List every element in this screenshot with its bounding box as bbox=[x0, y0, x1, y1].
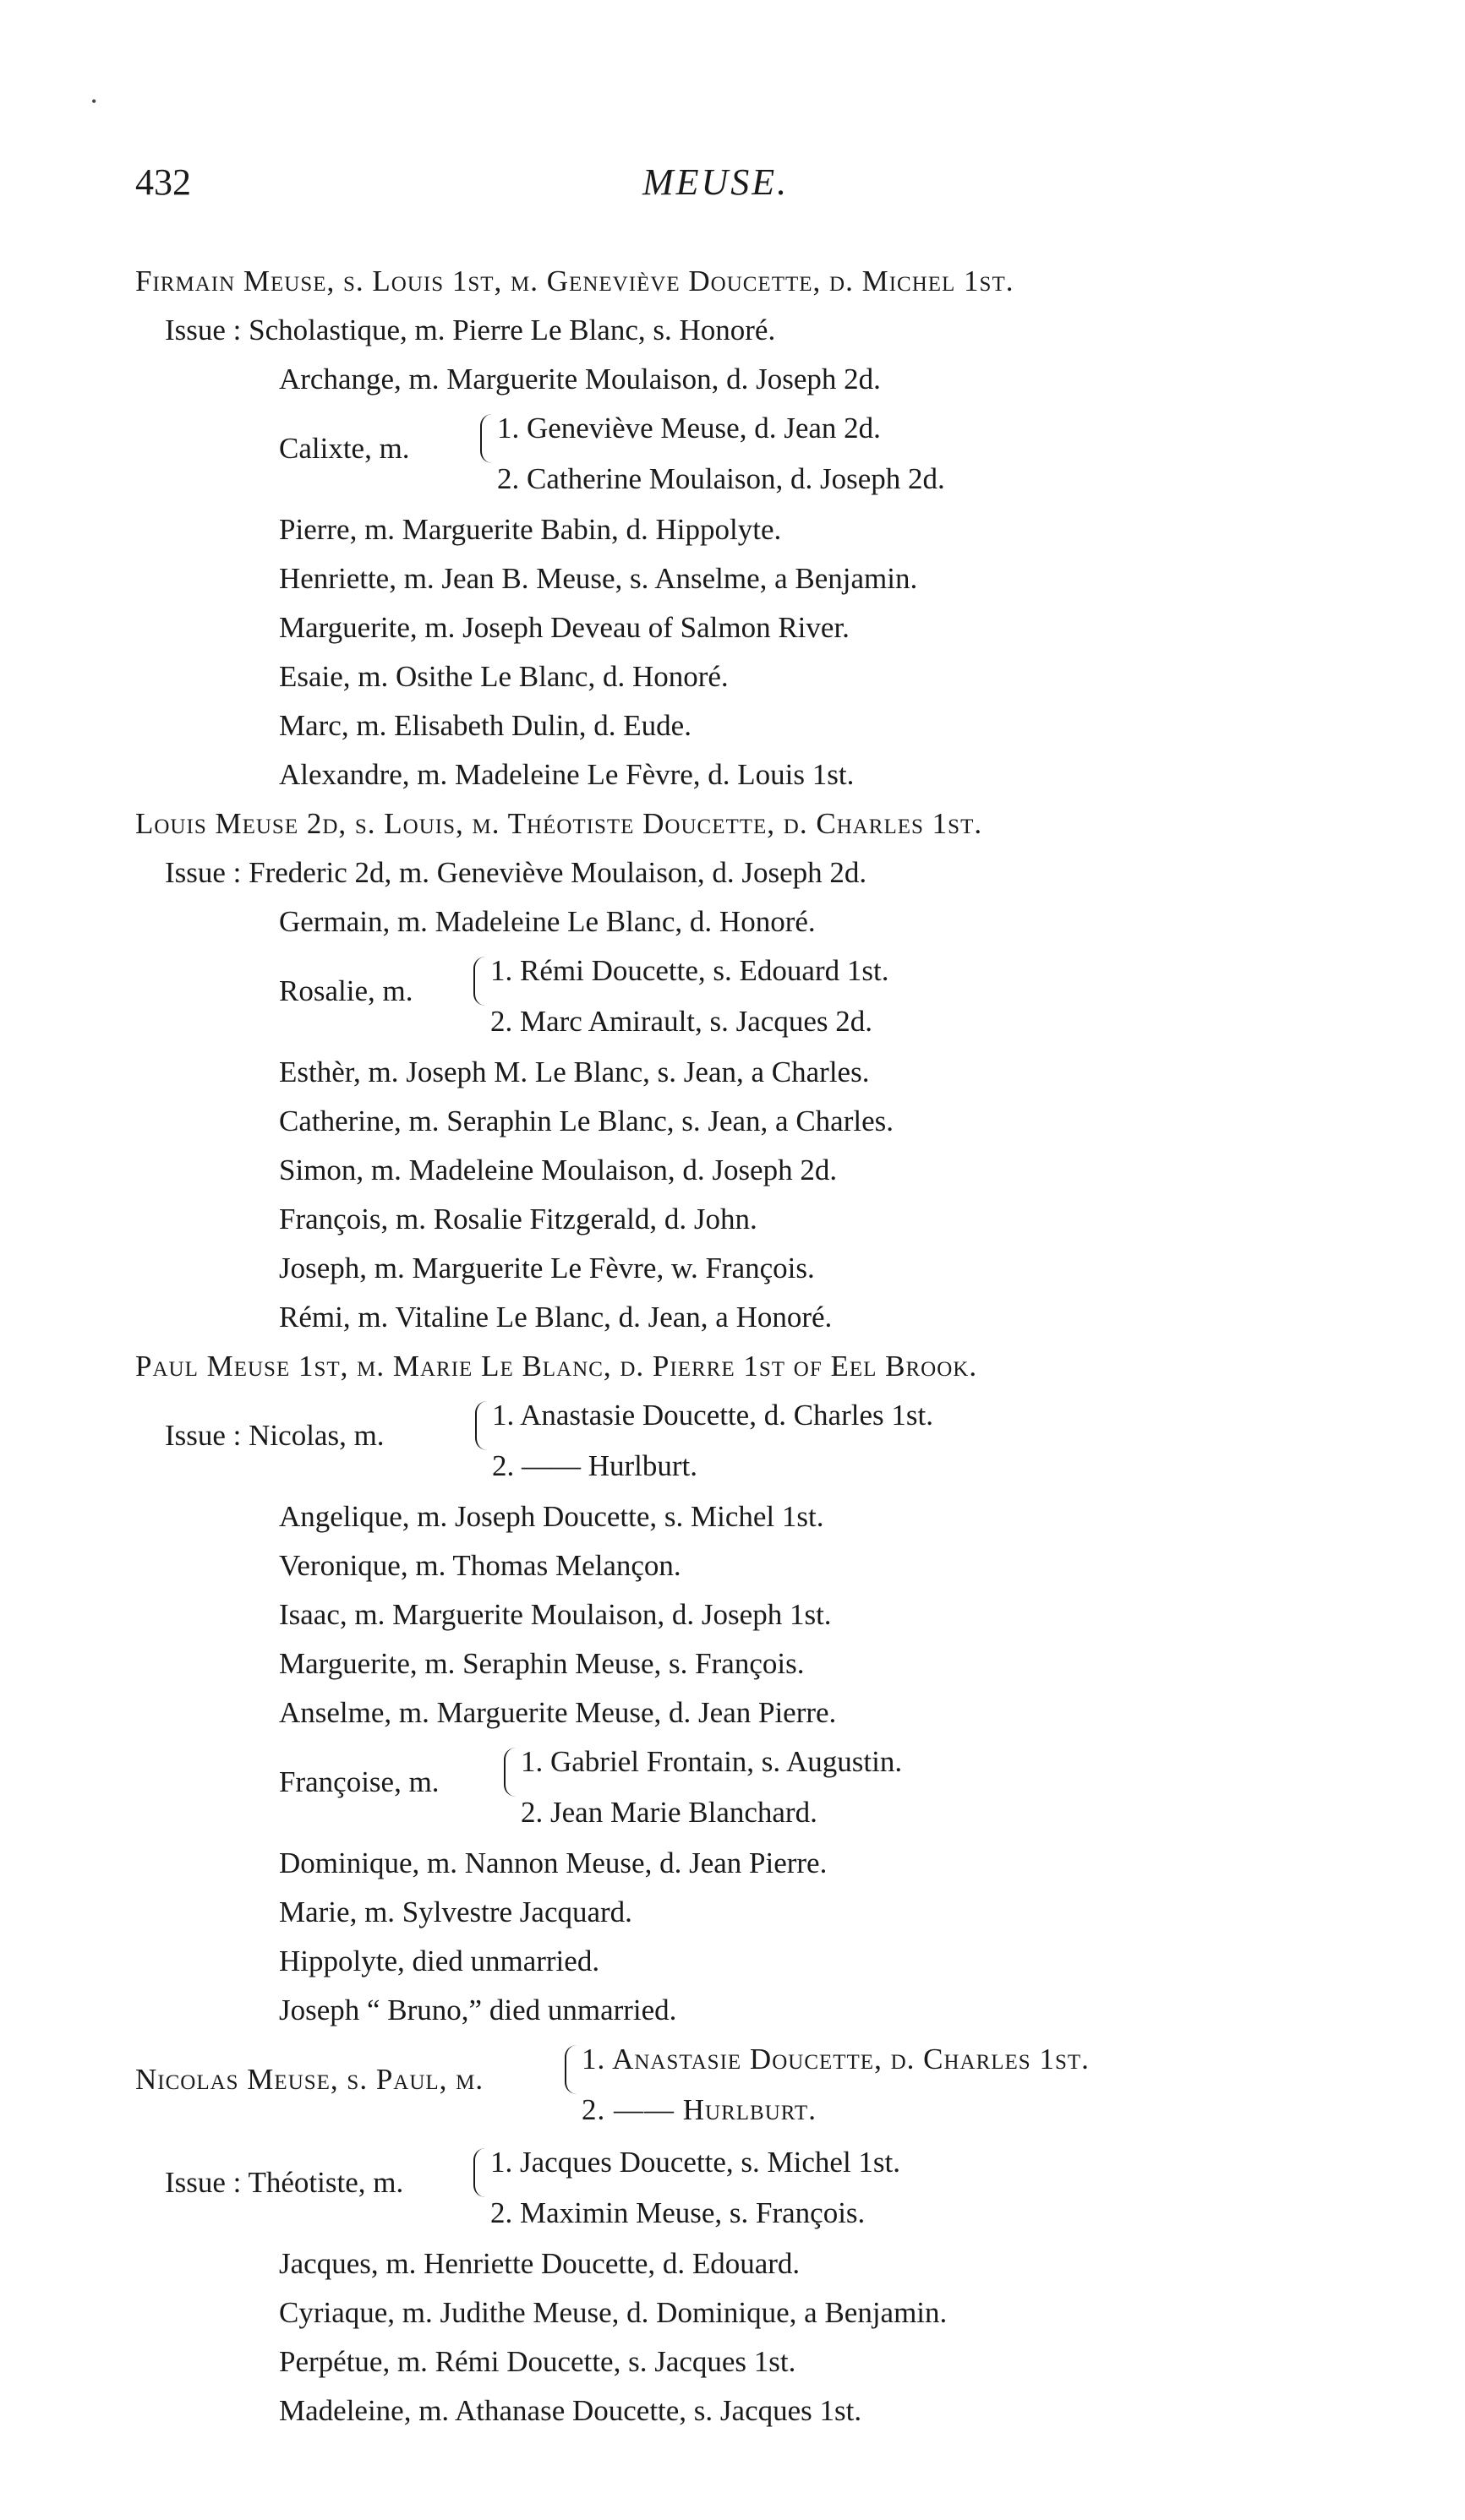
issue-line: Joseph “ Bruno,” died unmarried. bbox=[279, 1994, 677, 2026]
brace-icon bbox=[473, 2148, 485, 2197]
issue-line: Joseph, m. Marguerite Le Fèvre, w. François. bbox=[279, 1252, 815, 1285]
issue-line: Pierre, m. Marguerite Babin, d. Hippolyte. bbox=[279, 513, 782, 546]
braced-option: 2. Catherine Moulaison, d. Joseph 2d. bbox=[497, 462, 945, 495]
issue-line: Germain, m. Madeleine Le Blanc, d. Honoré. bbox=[279, 905, 816, 938]
brace-icon bbox=[480, 414, 492, 463]
braced-option: 2. Jean Marie Blanchard. bbox=[521, 1796, 817, 1829]
brace-icon bbox=[473, 957, 485, 1006]
braced-label: Issue : Nicolas, m. bbox=[165, 1419, 385, 1452]
issue-line: Alexandre, m. Madeleine Le Fèvre, d. Louis 1st. bbox=[279, 758, 855, 791]
braced-option: 1. Anastasie Doucette, d. Charles 1st. bbox=[492, 1399, 933, 1432]
braced-option: 2. Marc Amirault, s. Jacques 2d. bbox=[490, 1005, 872, 1038]
braced-option: 2. Maximin Meuse, s. François. bbox=[490, 2196, 866, 2229]
brace-icon bbox=[475, 1401, 487, 1450]
issue-line: Madeleine, m. Athanase Doucette, s. Jacques 1st. bbox=[279, 2394, 862, 2427]
issue-line: Hippolyte, died unmarried. bbox=[279, 1945, 600, 1977]
braced-option: 1. Rémi Doucette, s. Edouard 1st. bbox=[490, 954, 889, 987]
issue-line: Marie, m. Sylvestre Jacquard. bbox=[279, 1895, 632, 1928]
issue-line: Simon, m. Madeleine Moulaison, d. Joseph 2d. bbox=[279, 1154, 838, 1186]
braced-option: 1. Gabriel Frontain, s. Augustin. bbox=[521, 1745, 903, 1778]
page-number: 432 bbox=[135, 161, 191, 203]
issue-line: Marguerite, m. Seraphin Meuse, s. François. bbox=[279, 1647, 805, 1680]
braced-option: 1. Anastasie Doucette, d. Charles 1st. bbox=[582, 2043, 1090, 2075]
issue-line: Veronique, m. Thomas Melançon. bbox=[279, 1549, 681, 1582]
issue-line: Jacques, m. Henriette Doucette, d. Edouard. bbox=[279, 2247, 801, 2280]
issue-line: Esaie, m. Osithe Le Blanc, d. Honoré. bbox=[279, 660, 729, 693]
entry-heading: Paul Meuse 1st, m. Marie Le Blanc, d. Pierre 1st of Eel Brook. bbox=[135, 1350, 978, 1383]
issue-line: Issue : Scholastique, m. Pierre Le Blanc, s. Honoré. bbox=[165, 314, 776, 346]
entry-heading: Louis Meuse 2d, s. Louis, m. Théotiste Doucette, d. Charles 1st. bbox=[135, 807, 983, 840]
issue-line: Esthèr, m. Joseph M. Le Blanc, s. Jean, a Charles. bbox=[279, 1055, 870, 1088]
issue-line: Marc, m. Elisabeth Dulin, d. Eude. bbox=[279, 709, 692, 742]
issue-line: Cyriaque, m. Judithe Meuse, d. Dominique, a Benjamin. bbox=[279, 2296, 948, 2329]
issue-line: François, m. Rosalie Fitzgerald, d. John. bbox=[279, 1203, 757, 1235]
braced-label: Calixte, m. bbox=[279, 432, 410, 465]
issue-line: Issue : Frederic 2d, m. Geneviève Moulaison, d. Joseph 2d. bbox=[165, 856, 867, 889]
issue-line: Perpétue, m. Rémi Doucette, s. Jacques 1st. bbox=[279, 2345, 796, 2378]
entry-heading: Nicolas Meuse, s. Paul, m. bbox=[135, 2063, 484, 2096]
brace-icon bbox=[565, 2045, 577, 2094]
braced-option: 1. Jacques Doucette, s. Michel 1st. bbox=[490, 2146, 901, 2179]
issue-line: Archange, m. Marguerite Moulaison, d. Joseph 2d. bbox=[279, 363, 881, 395]
braced-option: 1. Geneviève Meuse, d. Jean 2d. bbox=[497, 412, 881, 445]
entry-heading: Firmain Meuse, s. Louis 1st, m. Geneviève Doucette, d. Michel 1st. bbox=[135, 265, 1014, 297]
braced-option: 2. —— Hurlburt. bbox=[492, 1449, 698, 1482]
brace-icon bbox=[504, 1748, 516, 1797]
issue-line: Angelique, m. Joseph Doucette, s. Michel 1st. bbox=[279, 1500, 824, 1533]
issue-line: Henriette, m. Jean B. Meuse, s. Anselme, a Benjamin. bbox=[279, 562, 918, 595]
braced-label: Françoise, m. bbox=[279, 1765, 440, 1798]
ink-speck: • bbox=[91, 93, 97, 110]
braced-label: Issue : Théotiste, m. bbox=[165, 2166, 404, 2199]
braced-option: 2. —— Hurlburt. bbox=[582, 2093, 817, 2126]
issue-line: Anselme, m. Marguerite Meuse, d. Jean Pierre. bbox=[279, 1696, 837, 1729]
braced-label: Rosalie, m. bbox=[279, 974, 413, 1007]
issue-line: Isaac, m. Marguerite Moulaison, d. Joseph 1st. bbox=[279, 1598, 832, 1631]
issue-line: Marguerite, m. Joseph Deveau of Salmon River. bbox=[279, 611, 850, 644]
issue-line: Rémi, m. Vitaline Le Blanc, d. Jean, a Honoré. bbox=[279, 1301, 833, 1334]
issue-line: Dominique, m. Nannon Meuse, d. Jean Pierre. bbox=[279, 1846, 828, 1879]
issue-line: Catherine, m. Seraphin Le Blanc, s. Jean, a Charles. bbox=[279, 1105, 894, 1137]
running-title: MEUSE. bbox=[642, 161, 790, 203]
